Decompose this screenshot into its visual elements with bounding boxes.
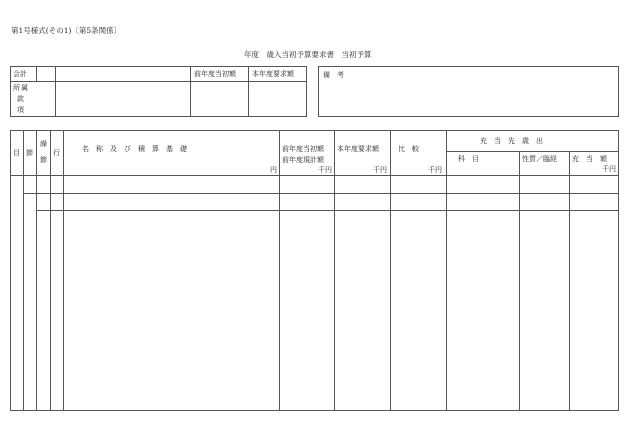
- setsu-header: 節: [26, 149, 33, 157]
- prev-initial-header: 前年度当初額: [282, 145, 324, 153]
- basis-header: 名 称 及 び 積 算 基 礎: [82, 145, 187, 153]
- prev-current-header: 前年度現計額: [282, 156, 324, 164]
- juutou-gaku-header: 充 当 額: [572, 155, 607, 163]
- juutou-unit: 千円: [602, 165, 616, 173]
- gyou-header: 行: [53, 149, 60, 157]
- kurisetsu-header-2: 節: [40, 156, 47, 164]
- kurisetsu-header-1: 繰: [40, 140, 47, 148]
- kou-label: 項: [17, 106, 24, 114]
- bikou-label: 備 考: [323, 71, 344, 79]
- prev-initial-label: 前年度当初額: [194, 70, 236, 78]
- shozoku-label-2: 属: [21, 84, 28, 92]
- hikaku-unit: 千円: [428, 166, 442, 174]
- form-title: 年度 歳入当初予算要求書 当初予算: [244, 50, 372, 59]
- bikou-box: [318, 66, 619, 117]
- shozoku-label-1: 所: [13, 84, 20, 92]
- this-request-label: 本年度要求額: [252, 70, 294, 78]
- seishitsu-header: 性質／臨経: [522, 155, 557, 163]
- kamoku-header: 科 目: [458, 155, 479, 163]
- this-unit: 千円: [373, 166, 387, 174]
- this-request-header: 本年度要求額: [337, 145, 379, 153]
- prev-unit: 千円: [318, 166, 332, 174]
- hikaku-header: 比 較: [398, 145, 419, 153]
- kaikei-label: 会計: [13, 70, 27, 78]
- kan-label: 款: [17, 95, 24, 103]
- juutou-header: 充 当 先 歳 出: [480, 137, 543, 145]
- main-table: [10, 130, 619, 411]
- basis-unit: 円: [270, 166, 277, 174]
- moku-header: 目: [13, 149, 20, 157]
- form-number: 第1号様式(その1)〔第5条関係〕: [11, 26, 122, 35]
